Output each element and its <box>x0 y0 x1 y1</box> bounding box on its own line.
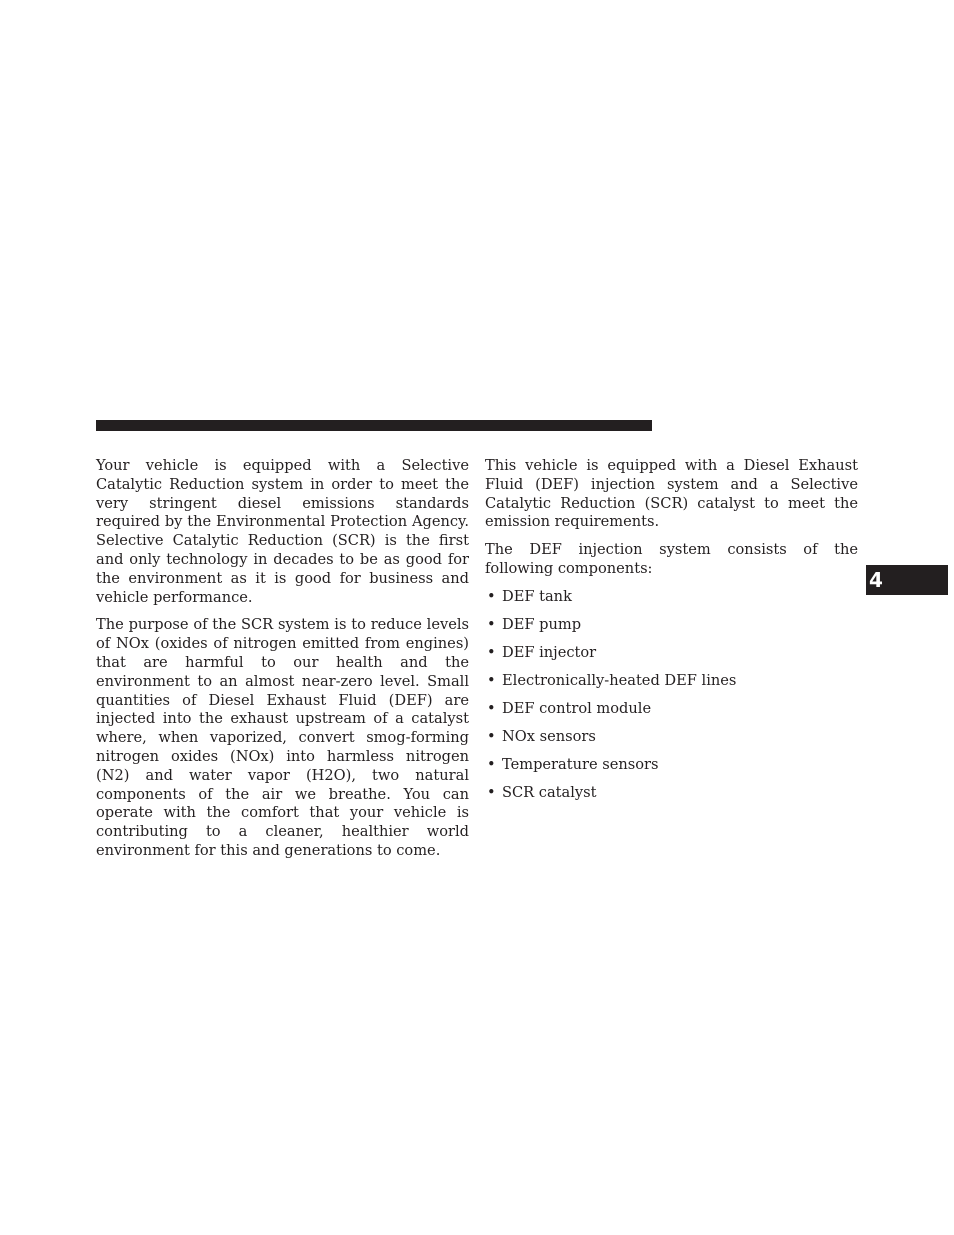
list-item-label: DEF pump <box>502 615 582 633</box>
list-item-label: DEF injector <box>502 643 597 661</box>
list-item <box>485 616 858 635</box>
chapter-tab <box>866 565 948 595</box>
bullet-icon: • <box>487 755 496 773</box>
bullet-icon: • <box>487 727 496 745</box>
list-item <box>485 784 858 803</box>
section-header-rule <box>96 420 652 431</box>
paragraph-scr-intro: Your vehicle is equipped with a Selective Catalytic Reduction system in order to meet the very stringent diesel emissions standards required by the Environmental Protection Agency. Selective Catalytic Reduction (SCR) is the first and only technology in decades to be as good for the environment as it is good for business and vehicle performance. <box>96 457 469 606</box>
list-item-label: Temperature sensors <box>502 755 659 773</box>
left-column <box>96 457 469 870</box>
bullet-icon: • <box>487 615 496 633</box>
list-item-label: DEF control module <box>502 699 652 717</box>
list-item <box>485 644 858 663</box>
list-item <box>485 756 858 775</box>
list-item-label: SCR catalyst <box>502 783 597 801</box>
bullet-icon: • <box>487 643 496 661</box>
list-item-label: NOx sensors <box>502 727 596 745</box>
paragraph-def-components-intro: The DEF injection system consists of the following components: <box>485 541 858 577</box>
def-components-list <box>485 588 858 803</box>
bullet-icon: • <box>487 587 496 605</box>
bullet-icon: • <box>487 699 496 717</box>
list-item <box>485 672 858 691</box>
chapter-number: 4 <box>869 568 883 592</box>
list-item <box>485 728 858 747</box>
list-item <box>485 700 858 719</box>
bullet-icon: • <box>487 671 496 689</box>
list-item-label: Electronically-heated DEF lines <box>502 671 737 689</box>
list-item <box>485 588 858 607</box>
list-item-label: DEF tank <box>502 587 572 605</box>
bullet-icon: • <box>487 783 496 801</box>
paragraph-scr-purpose: The purpose of the SCR system is to reduce levels of NOx (oxides of nitrogen emitted from engines) that are harmful to our health and the environment to an almost near-zero level. Small quantities of Diesel Exhaust Fluid (DEF) are injected into the exhaust upstream of a catalyst where, when vaporized, convert smog-forming nitrogen oxides (NOx) into harmless nitrogen (N2) and water vapor (H2O), two natural components of the air we breathe. You can operate with the comfort that your vehicle is contributing to a cleaner, healthier world environment for this and generations to come. <box>96 616 469 859</box>
right-column <box>485 457 858 812</box>
paragraph-def-system: This vehicle is equipped with a Diesel Exhaust Fluid (DEF) injection system and a Selective Catalytic Reduction (SCR) catalyst to meet the emission requirements. <box>485 457 858 531</box>
